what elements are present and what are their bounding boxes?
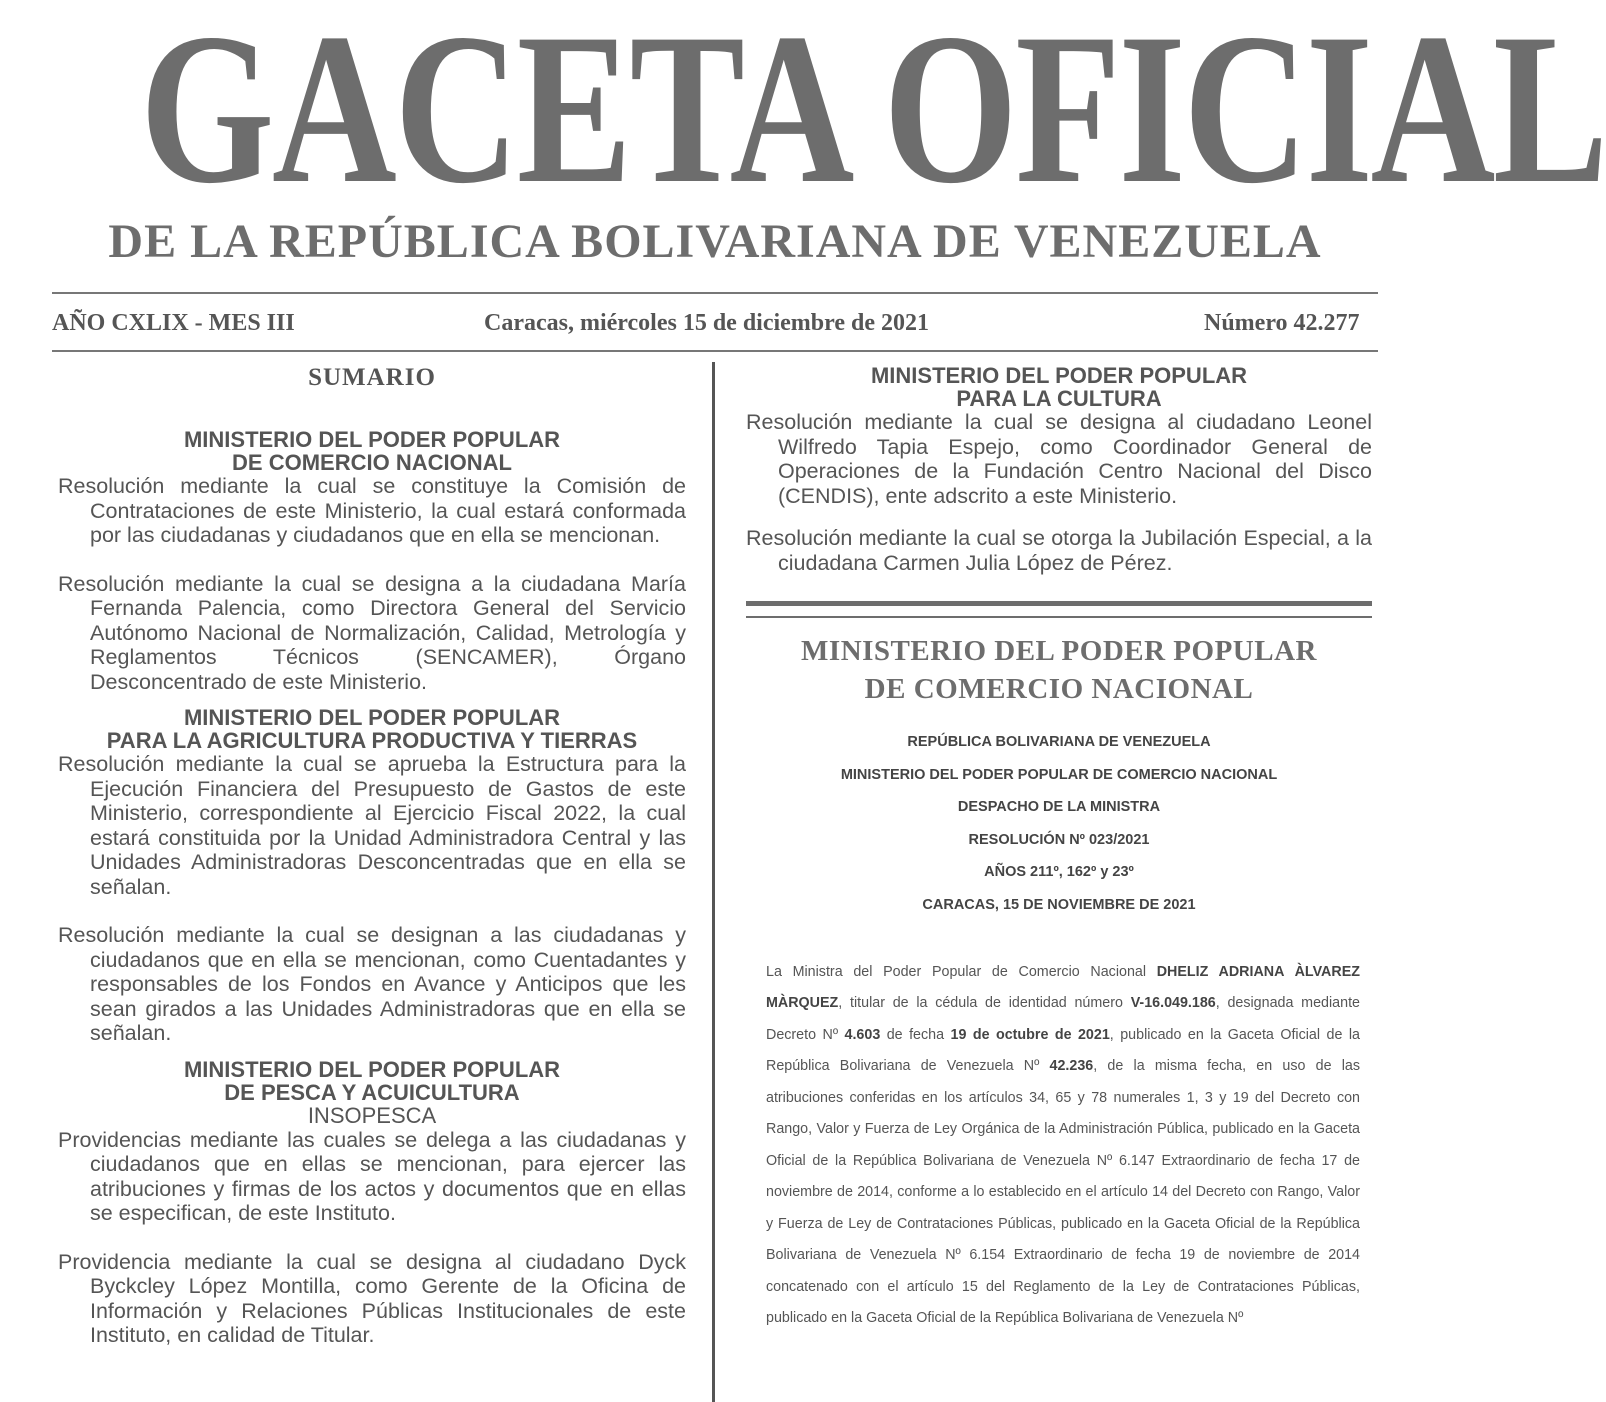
ministry-heading: MINISTERIO DEL PODER POPULAR DE COMERCIO NACIONAL: [183, 427, 561, 475]
issue-number: Número 42.277: [1204, 310, 1360, 336]
office-line: DESPACHO DE LA MINISTRA: [957, 799, 1161, 815]
sumario-entry[interactable]: Resolución mediante la cual se aprueba la Estructura para la Ejecución Financiera del Presupuesto de Gastos de este Ministerio, correspondiente al Ejercicio Fiscal 2022, la cual estará constituida por la Unidad Administradora Central y las Unidades Administradoras Desconcentradas que en ella se señalan.: [58, 752, 686, 899]
decree-date: 19 de octubre de 2021: [950, 1026, 1110, 1043]
resolution-header: [746, 734, 1372, 913]
sumario-title: SUMARIO: [308, 364, 436, 391]
header-top-rule: [52, 292, 1378, 294]
right-column: [746, 360, 1372, 1335]
sumario-entry[interactable]: Resolución mediante la cual se otorga la Jubilación Especial, a la ciudadana Carmen Julia López de Pérez.: [746, 526, 1372, 575]
masthead-subtitle: DE LA REPÚBLICA BOLIVARIANA DE VENEZUELA: [108, 215, 1322, 268]
sumario-entry[interactable]: Resolución mediante la cual se constituye la Comisión de Contrataciones de este Ministerio, la cual estará conformada por las ciudadanas y ciudadanos que en ella se mencionan.: [58, 474, 686, 547]
sumario-block-cultura: [746, 364, 1372, 575]
ministry-heading: MINISTERIO DEL PODER POPULAR DE PESCA Y ACUICULTURA: [183, 1056, 561, 1105]
section-ministry-heading: MINISTERIO DEL PODER POPULAR DE COMERCIO NACIONAL: [801, 635, 1317, 705]
column-divider: [712, 362, 715, 1402]
place-date-line: CARACAS, 15 DE NOVIEMBRE DE 2021: [922, 896, 1196, 913]
header-bottom-rule: [52, 350, 1378, 352]
sumario-entry[interactable]: Providencia mediante la cual se designa al ciudadano Dyck Byckcley López Montilla, como Gerente de la Oficina de Información y Relaciones Públicas Institucionales de este Instituto, en calidad de Titular.: [58, 1249, 686, 1347]
sumario-block-comercio: [58, 428, 686, 694]
sumario-entry[interactable]: Resolución mediante la cual se designa a la ciudadana María Fernanda Palencia, como Directora General del Servicio Autónomo Nacional de Normalización, Calidad, Metrología y Reglamentos Técnicos (SENCAMER), Órgano Desconcentrado de este Ministerio.: [58, 571, 686, 694]
institute-name: INSOPESCA: [307, 1102, 437, 1128]
ministry-heading: MINISTERIO DEL PODER POPULAR PARA LA CULTURA: [870, 363, 1248, 411]
sumario-entry[interactable]: Providencias mediante las cuales se delega a las ciudadanas y ciudadanos que en ellas se mencionan, para ejercer las atribuciones y firmas de los actos y documentos que en ellas se especifican, de este Instituto.: [58, 1127, 686, 1225]
gazette-number: 42.236: [1049, 1058, 1094, 1074]
sumario-entry[interactable]: Resolución mediante la cual se designa al ciudadano Leonel Wilfredo Tapia Espejo, como Coordinador General de Operaciones de la Fundación Centro Nacional del Disco (CENDIS), ente adscrito a este Ministerio.: [746, 410, 1372, 508]
republic-line: REPÚBLICA BOLIVARIANA DE VENEZUELA: [907, 734, 1211, 750]
ministry-line: MINISTERIO DEL PODER POPULAR DE COMERCIO NACIONAL: [840, 766, 1278, 783]
minister-name: DHELIZ ADRIANA ÀLVAREZ MÀRQUEZ: [766, 963, 1360, 1011]
decree-number: 4.603: [844, 1026, 881, 1043]
resolution-number: RESOLUCIÓN Nº 023/2021: [968, 831, 1150, 848]
masthead-title: GACETA OFICIAL: [140, 0, 1606, 228]
year-month: AÑO CXLIX - MES III: [52, 310, 295, 336]
years-line: AÑOS 211º, 162º y 23º: [984, 864, 1134, 880]
sumario-block-pesca: [58, 1058, 686, 1348]
ministry-heading: MINISTERIO DEL PODER POPULAR PARA LA AGRICULTURA PRODUCTIVA Y TIERRAS: [106, 705, 638, 753]
sumario-block-agricultura: [58, 706, 686, 1046]
resolution-body: La Ministra del Poder Popular de Comercio Nacional DHELIZ ADRIANA ÀLVAREZ MÀRQUEZ, titular de la cédula de identidad número V-16.049.186, designada mediante Decreto Nº 4.603 de fecha 19 de octubre de 2021, publicado en la Gaceta Oficial de la República Bolivariana de Venezuela Nº 42.236, de la misma fecha, en uso de las atribuciones conferidas en los artículos 34, 65 y 78 numerales 1, 3 y 19 del Decreto con Rango, Valor y Fuerza de Ley Orgánica de la Administración Pública, publicado en la Gaceta Oficial de la República Bolivariana de Venezuela Nº 6.147 Extraordinario de fecha 17 de noviembre de 2014, conforme a lo establecido en el artículo 14 del Decreto con Rango, Valor y Fuerza de Ley de Contrataciones Públicas, publicado en la Gaceta Oficial de la República Bolivariana de Venezuela Nº 6.154 Extraordinario de fecha 19 de noviembre de 2014 concatenado con el artículo 15 del Reglamento de la Ley de Contrataciones Públicas, publicado en la Gaceta Oficial de la República Bolivariana de Venezuela Nº: [766, 963, 1361, 1326]
section-divider: [746, 601, 1372, 618]
id-number: V-16.049.186: [1130, 995, 1216, 1011]
issue-date: Caracas, miércoles 15 de diciembre de 2021: [484, 310, 930, 336]
sumario-entry[interactable]: Resolución mediante la cual se designan a las ciudadanas y ciudadanos que en ella se mencionan, como Cuentadantes y responsables de los Fondos en Avance y Anticipos que les sean girados a las Unidades Administradoras que en ella se señalan.: [58, 923, 686, 1045]
sumario-left-column: [58, 360, 686, 1372]
